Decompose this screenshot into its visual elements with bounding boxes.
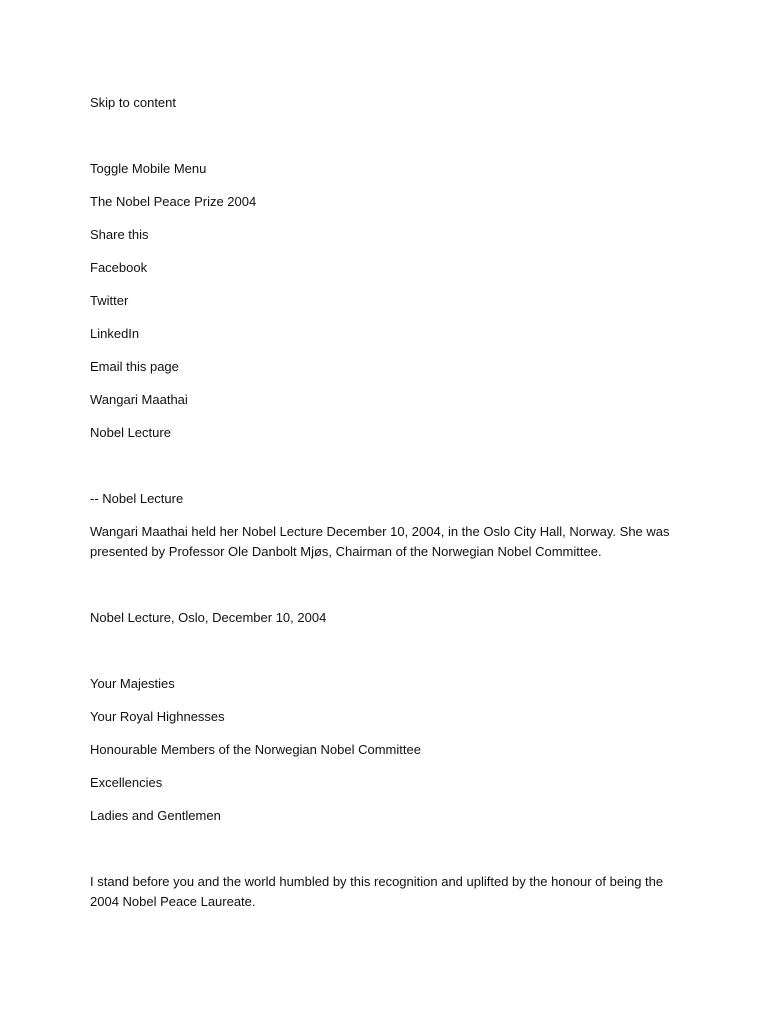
- spacer: [90, 212, 680, 225]
- spacer: [90, 278, 680, 291]
- toggle-mobile-menu-text: Toggle Mobile Menu: [90, 161, 207, 176]
- spacer: [90, 826, 680, 872]
- laureate-name-text: Wangari Maathai: [90, 392, 188, 407]
- lecture-dateline-text: Nobel Lecture, Oslo, December 10, 2004: [90, 610, 327, 625]
- twitter-text: Twitter: [90, 293, 129, 308]
- lecture-intro-paragraph: Wangari Maathai held her Nobel Lecture December 10, 2004, in the Oslo City Hall, Norway. She was presented by Professor Ole Danbolt Mjøs, Chairman of the Norwegian Nobel Committee.: [90, 524, 670, 559]
- skip-to-content-text: Skip to content: [90, 95, 176, 110]
- email-this-page-text: Email this page: [90, 359, 179, 374]
- spacer: [90, 245, 680, 258]
- spacer: [90, 113, 680, 159]
- spacer: [90, 509, 680, 522]
- spacer: [90, 562, 680, 608]
- salutation-royal-highnesses: Your Royal Highnesses: [90, 709, 225, 724]
- salutation-majesties: Your Majesties: [90, 676, 175, 691]
- prize-title-text: The Nobel Peace Prize 2004: [90, 194, 257, 209]
- spacer: [90, 410, 680, 423]
- spacer: [90, 443, 680, 489]
- spacer: [90, 179, 680, 192]
- facebook-text: Facebook: [90, 260, 148, 275]
- spacer: [90, 311, 680, 324]
- share-this-text: Share this: [90, 227, 149, 242]
- salutation-committee: Honourable Members of the Norwegian Nobel Committee: [90, 742, 421, 757]
- salutation-ladies-gentlemen: Ladies and Gentlemen: [90, 808, 221, 823]
- spacer: [90, 793, 680, 806]
- spacer: [90, 760, 680, 773]
- spacer: [90, 377, 680, 390]
- opening-paragraph: I stand before you and the world humbled by this recognition and uplifted by the honour of being the 2004 Nobel Peace Laureate.: [90, 874, 664, 909]
- spacer: [90, 727, 680, 740]
- spacer: [90, 344, 680, 357]
- lecture-heading-text: -- Nobel Lecture: [90, 491, 184, 506]
- spacer: [90, 694, 680, 707]
- salutation-excellencies: Excellencies: [90, 775, 163, 790]
- spacer: [90, 628, 680, 674]
- nobel-lecture-text: Nobel Lecture: [90, 425, 171, 440]
- linkedin-text: LinkedIn: [90, 326, 140, 341]
- document-page: [90, 93, 680, 912]
